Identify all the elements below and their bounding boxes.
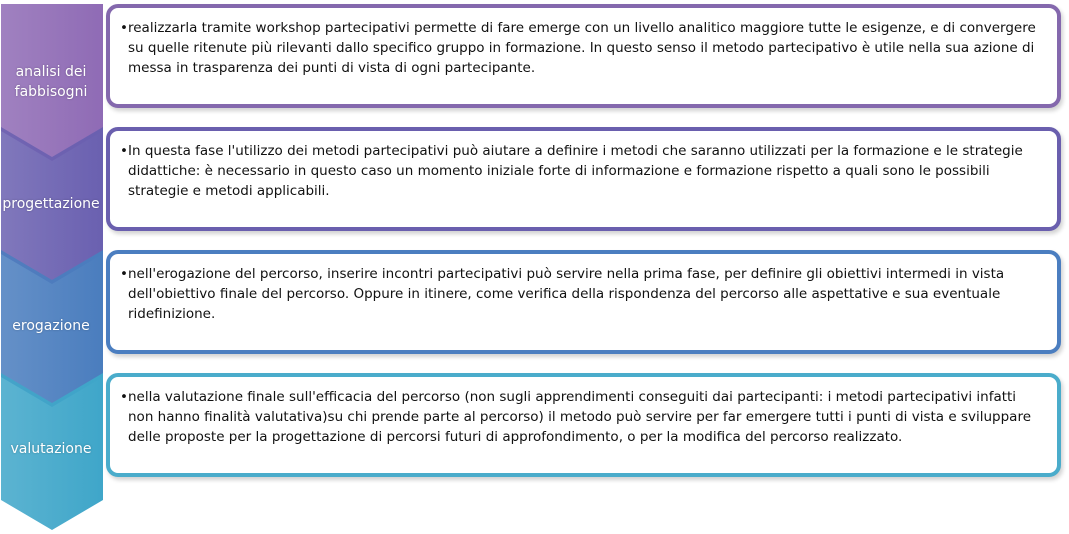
step-description-box <box>106 373 1061 477</box>
step-description <box>120 387 1045 447</box>
bullet-icon: • <box>120 389 128 405</box>
step-description-text: nell'erogazione del percorso, inserire incontri partecipativi può servire nella prima fase, per definire gli obiettivi intermedi in vista dell'obiettivo finale del percorso. Oppure in itinere, come verifica della rispondenza del percorso alle aspettative e sua eventuale ridefinizione. <box>128 266 1005 322</box>
bullet-icon: • <box>120 266 128 282</box>
step-description <box>120 141 1045 201</box>
step-label: progettazione <box>2 196 100 212</box>
step-description-text: nella valutazione finale sull'efficacia del percorso (non sugli apprendimenti conseguiti dai partecipanti: i metodi partecipativi infatti non hanno finalità valutativa)su chi prende parte al percorso) il metodo può servire per far emergere tutti i punti di vista e sviluppare delle proposte per la progettazione di percorsi futuri di approfondimento, o per la modifica del percorso realizzato. <box>128 389 1032 445</box>
step-description <box>120 264 1045 324</box>
step-description-box <box>106 250 1061 354</box>
step-description-box <box>106 4 1061 108</box>
bullet-icon: • <box>120 143 128 159</box>
step-label: valutazione <box>10 441 92 457</box>
bullet-icon: • <box>120 20 128 36</box>
step-description <box>120 18 1045 78</box>
step-description-text: realizzarla tramite workshop partecipativi permette di fare emerge con un livello analitico maggiore tutte le esigenze, e di convergere su quelle ritenute più rilevanti dallo specifico gruppo in formazione. In questo senso il metodo partecipativo è utile nella sua azione di messa in trasparenza dei punti di vista di ogni partecipante. <box>128 20 1036 76</box>
step-label: analisi dei fabbisogni <box>14 64 88 100</box>
step-description-box <box>106 127 1061 231</box>
step-label: erogazione <box>12 318 90 334</box>
step-description-text: In questa fase l'utilizzo dei metodi partecipativi può aiutare a definire i metodi che saranno utilizzati per la formazione e le strategie didattiche: è necessario in questo caso un momento iniziale forte di informazione e formazione rispetto a quali sono le possibili strategie e metodi applicabili. <box>128 143 1023 199</box>
